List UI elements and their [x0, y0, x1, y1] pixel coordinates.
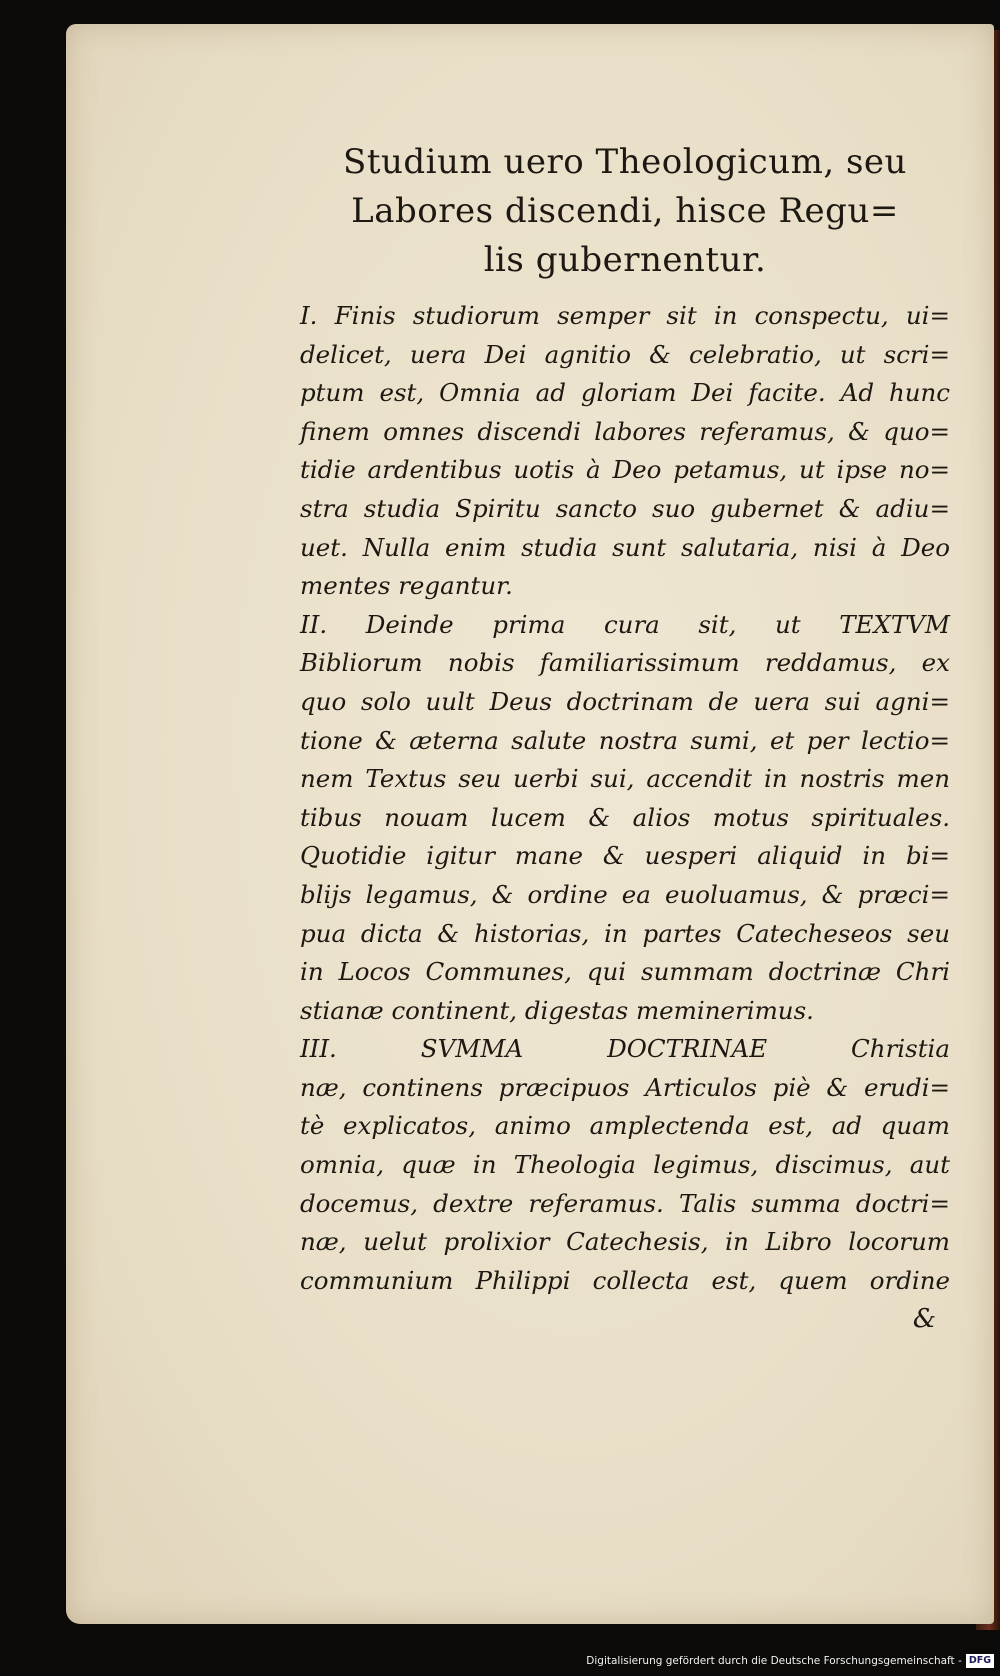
text-line: tè explicatos, animo amplectenda est, ad quam	[300, 1111, 950, 1141]
heading-line: Studium uero Theologicum, seu	[343, 142, 907, 182]
text-line: omnia, quæ in Theologia legimus, discimus, aut	[300, 1150, 950, 1180]
text-line: tione & æterna salute nostra sumi, et per lectio=	[300, 725, 950, 755]
text-line: næ, continens præcipuos Articulos piè & erudi=	[300, 1072, 950, 1102]
text-line: stra studia Spiritu sancto suo gubernet & adiu=	[300, 493, 950, 523]
text-line: Quotidie igitur mane & uesperi aliquid in bi=	[300, 841, 950, 871]
text-line: blijs legamus, & ordine ea euoluamus, & præci=	[300, 879, 950, 909]
text-line: Bibliorum nobis familiarissimum reddamus, ex	[300, 648, 950, 678]
text-line: delicet, uera Dei agnitio & celebratio, ut scri=	[300, 339, 950, 369]
body-text	[300, 297, 950, 1338]
text-line: pua dicta & historias, in partes Catecheseos seu	[300, 918, 950, 948]
page-text	[300, 138, 950, 1338]
text-line: quo solo uult Deus doctrinam de uera sui agni=	[300, 686, 950, 716]
text-line: uet. Nulla enim studia sunt salutaria, nisi à Deo	[300, 532, 950, 562]
heading-line: lis gubernentur.	[483, 240, 767, 280]
text-line: finem omnes discendi labores referamus, & quo=	[300, 416, 950, 446]
text-line: stianæ continent, digestas meminerimus.	[300, 995, 814, 1025]
dfg-logo: DFG	[966, 1654, 994, 1668]
text-line: tidie ardentibus uotis à Deo petamus, ut ipse no=	[300, 455, 950, 485]
text-line: nem Textus seu uerbi sui, accendit in nostris men	[300, 764, 950, 794]
text-line: docemus, dextre referamus. Talis summa doctri=	[300, 1188, 950, 1218]
text-line: in Locos Communes, qui summam doctrinæ Chri	[300, 957, 950, 987]
page-heading	[300, 138, 950, 285]
text-line: tibus nouam lucem & alios motus spirituales.	[300, 802, 950, 832]
catchword: &	[912, 1304, 936, 1335]
text-line: I. Finis studiorum semper sit in conspectu, ui=	[300, 301, 950, 330]
text-line: næ, uelut prolixior Catechesis, in Libro locorum	[300, 1227, 950, 1257]
text-line: ptum est, Omnia ad gloriam Dei facite. Ad hunc	[300, 378, 950, 408]
text-line: III. SVMMA DOCTRINAE Christia	[300, 1034, 950, 1064]
text-line: communium Philippi collecta est, quem ordine	[300, 1265, 950, 1295]
heading-line: Labores discendi, hisce Regu=	[351, 191, 899, 231]
text-line: mentes regantur.	[300, 571, 513, 601]
text-line: II. Deinde prima cura sit, ut TEXTVM	[300, 609, 950, 639]
digitization-credit	[0, 1650, 994, 1672]
credit-text: Digitalisierung gefördert durch die Deutsche Forschungsgemeinschaft -	[586, 1655, 962, 1667]
